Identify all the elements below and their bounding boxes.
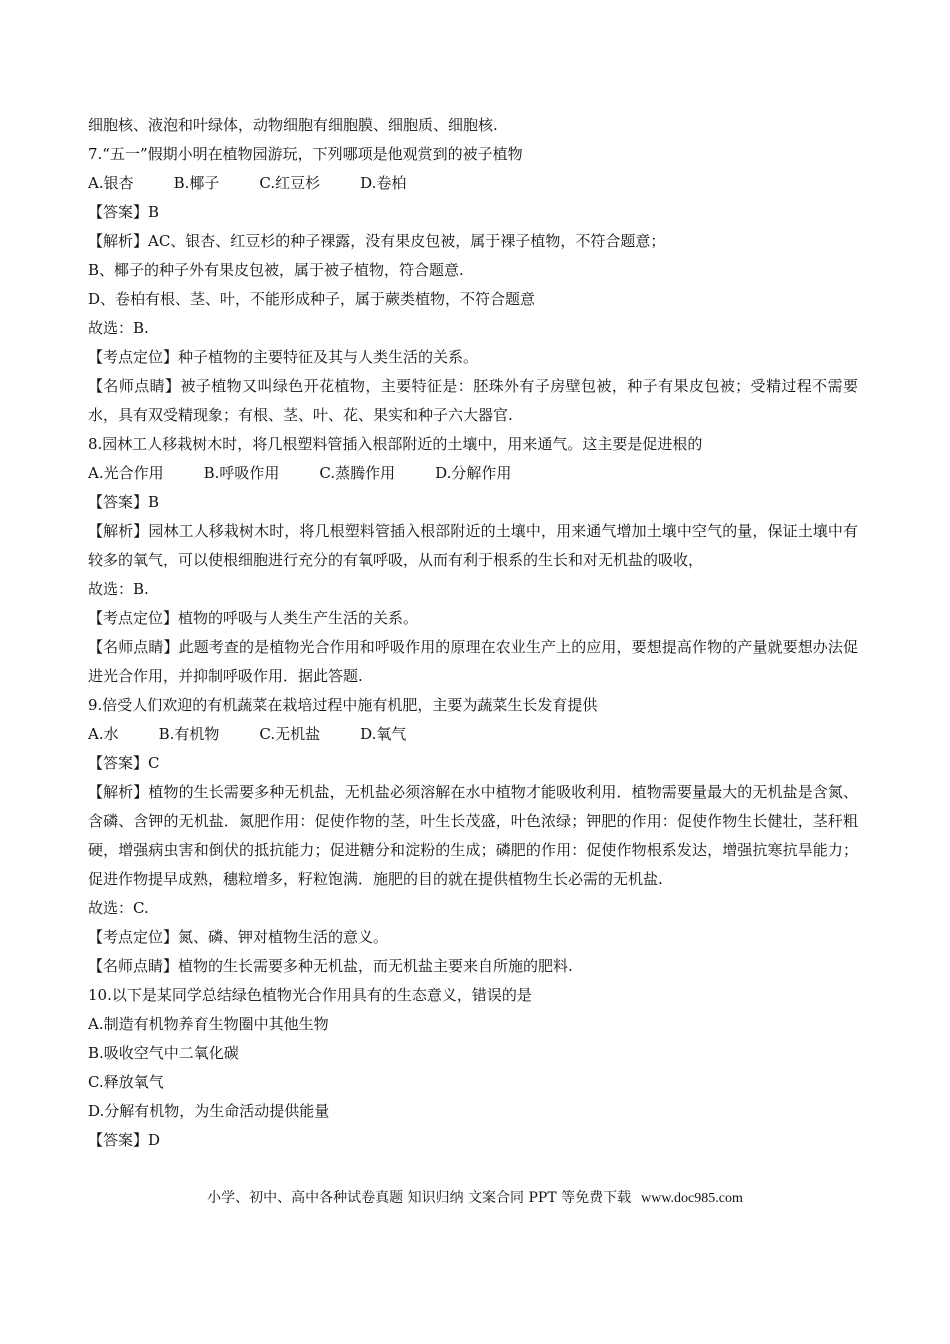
question-8: 8.园林工人移栽树木时，将几根塑料管插入根部附近的土壤中，用来通气。这主要是促进根的 bbox=[88, 435, 703, 453]
question-8-options bbox=[88, 459, 858, 488]
explanation-line: B、椰子的种子外有果皮包被，属于被子植物，符合题意. bbox=[88, 261, 464, 279]
footer-text: 小学、初中、高中各种试卷真题 知识归纳 文案合同 PPT 等免费下载 bbox=[207, 1190, 632, 1206]
question-10: 10.以下是某同学总结绿色植物光合作用具有的生态意义，错误的是 bbox=[88, 986, 532, 1004]
option: B.有机物 bbox=[158, 725, 220, 743]
option: D.卷柏 bbox=[360, 174, 407, 192]
option: B.呼吸作用 bbox=[203, 464, 280, 482]
explanation-line: 故选：B. bbox=[88, 580, 149, 598]
teacher-tip: 【名师点睛】被子植物又叫绿色开花植物，主要特征是：胚珠外有子房壁包被，种子有果皮包被；受精过程不需要水，具有双受精现象；有根、茎、叶、花、果实和种子六大器官. bbox=[88, 377, 858, 424]
option: C.蒸腾作用 bbox=[319, 464, 396, 482]
document-body bbox=[88, 111, 858, 1155]
page-footer bbox=[0, 1188, 950, 1209]
option: A.光合作用 bbox=[88, 464, 164, 482]
question-7: 7.“五一”假期小明在植物园游玩，下列哪项是他观赏到的被子植物 bbox=[88, 145, 523, 163]
option: A.水 bbox=[88, 725, 119, 743]
footer-website-link[interactable]: www.doc985.com bbox=[641, 1191, 743, 1206]
answer: 【答案】D bbox=[88, 1131, 161, 1149]
option: C.释放氧气 bbox=[88, 1073, 164, 1091]
option: A.制造有机物养育生物圈中其他生物 bbox=[88, 1015, 329, 1033]
answer: 【答案】B bbox=[88, 203, 160, 221]
question-9-options bbox=[88, 720, 858, 749]
option: D.氧气 bbox=[360, 725, 407, 743]
explanation-line: 【解析】AC、银杏、红豆杉的种子裸露，没有果皮包被，属于裸子植物，不符合题意； bbox=[88, 232, 666, 250]
explanation: 【解析】植物的生长需要多种无机盐，无机盐必须溶解在水中植物才能吸收利用．植物需要量最大的无机盐是含氮、含磷、含钾的无机盐．氮肥作用：促使作物的茎，叶生长茂盛，叶色浓绿；钾肥的作用：促使作物生长健壮，茎秆粗硬，增强病虫害和倒伏的抵抗能力；促进糖分和淀粉的生成；磷肥的作用：促使作物根系发达，增强抗寒抗旱能力；促进作物提早成熟，穗粒增多，籽粒饱满．施肥的目的就在提供植物生长必需的无机盐. bbox=[88, 783, 858, 888]
key-point: 【考点定位】氮、磷、钾对植物生活的意义。 bbox=[88, 928, 389, 946]
option: B.椰子 bbox=[173, 174, 220, 192]
option: B.吸收空气中二氧化碳 bbox=[88, 1044, 239, 1062]
explanation: 【解析】园林工人移栽树木时，将几根塑料管插入根部附近的土壤中，用来通气增加土壤中空气的量，保证土壤中有较多的氧气，可以使根细胞进行充分的有氧呼吸，从而有利于根系的生长和对无机盐的吸收， bbox=[88, 522, 858, 569]
explanation-line: D、卷柏有根、茎、叶，不能形成种子，属于蕨类植物，不符合题意 bbox=[88, 290, 536, 308]
answer: 【答案】B bbox=[88, 493, 160, 511]
option: C.无机盐 bbox=[259, 725, 321, 743]
option: A.银杏 bbox=[88, 174, 134, 192]
explanation-line: 故选：B. bbox=[88, 319, 149, 337]
explanation-line: 故选：C. bbox=[88, 899, 149, 917]
key-point: 【考点定位】种子植物的主要特征及其与人类生活的关系。 bbox=[88, 348, 479, 366]
answer: 【答案】C bbox=[88, 754, 160, 772]
text-line: 细胞核、液泡和叶绿体，动物细胞有细胞膜、细胞质、细胞核. bbox=[88, 116, 498, 134]
question-7-options bbox=[88, 169, 858, 198]
teacher-tip: 【名师点睛】植物的生长需要多种无机盐，而无机盐主要来自所施的肥料. bbox=[88, 957, 573, 975]
question-9: 9.倍受人们欢迎的有机蔬菜在栽培过程中施有机肥，主要为蔬菜生长发育提供 bbox=[88, 696, 598, 714]
option: C.红豆杉 bbox=[259, 174, 321, 192]
key-point: 【考点定位】植物的呼吸与人类生产生活的关系。 bbox=[88, 609, 419, 627]
teacher-tip: 【名师点睛】此题考查的是植物光合作用和呼吸作用的原理在农业生产上的应用，要想提高作物的产量就要想办法促进光合作用，并抑制呼吸作用．据此答题. bbox=[88, 638, 858, 685]
option: D.分解有机物，为生命活动提供能量 bbox=[88, 1102, 330, 1120]
option: D.分解作用 bbox=[435, 464, 512, 482]
